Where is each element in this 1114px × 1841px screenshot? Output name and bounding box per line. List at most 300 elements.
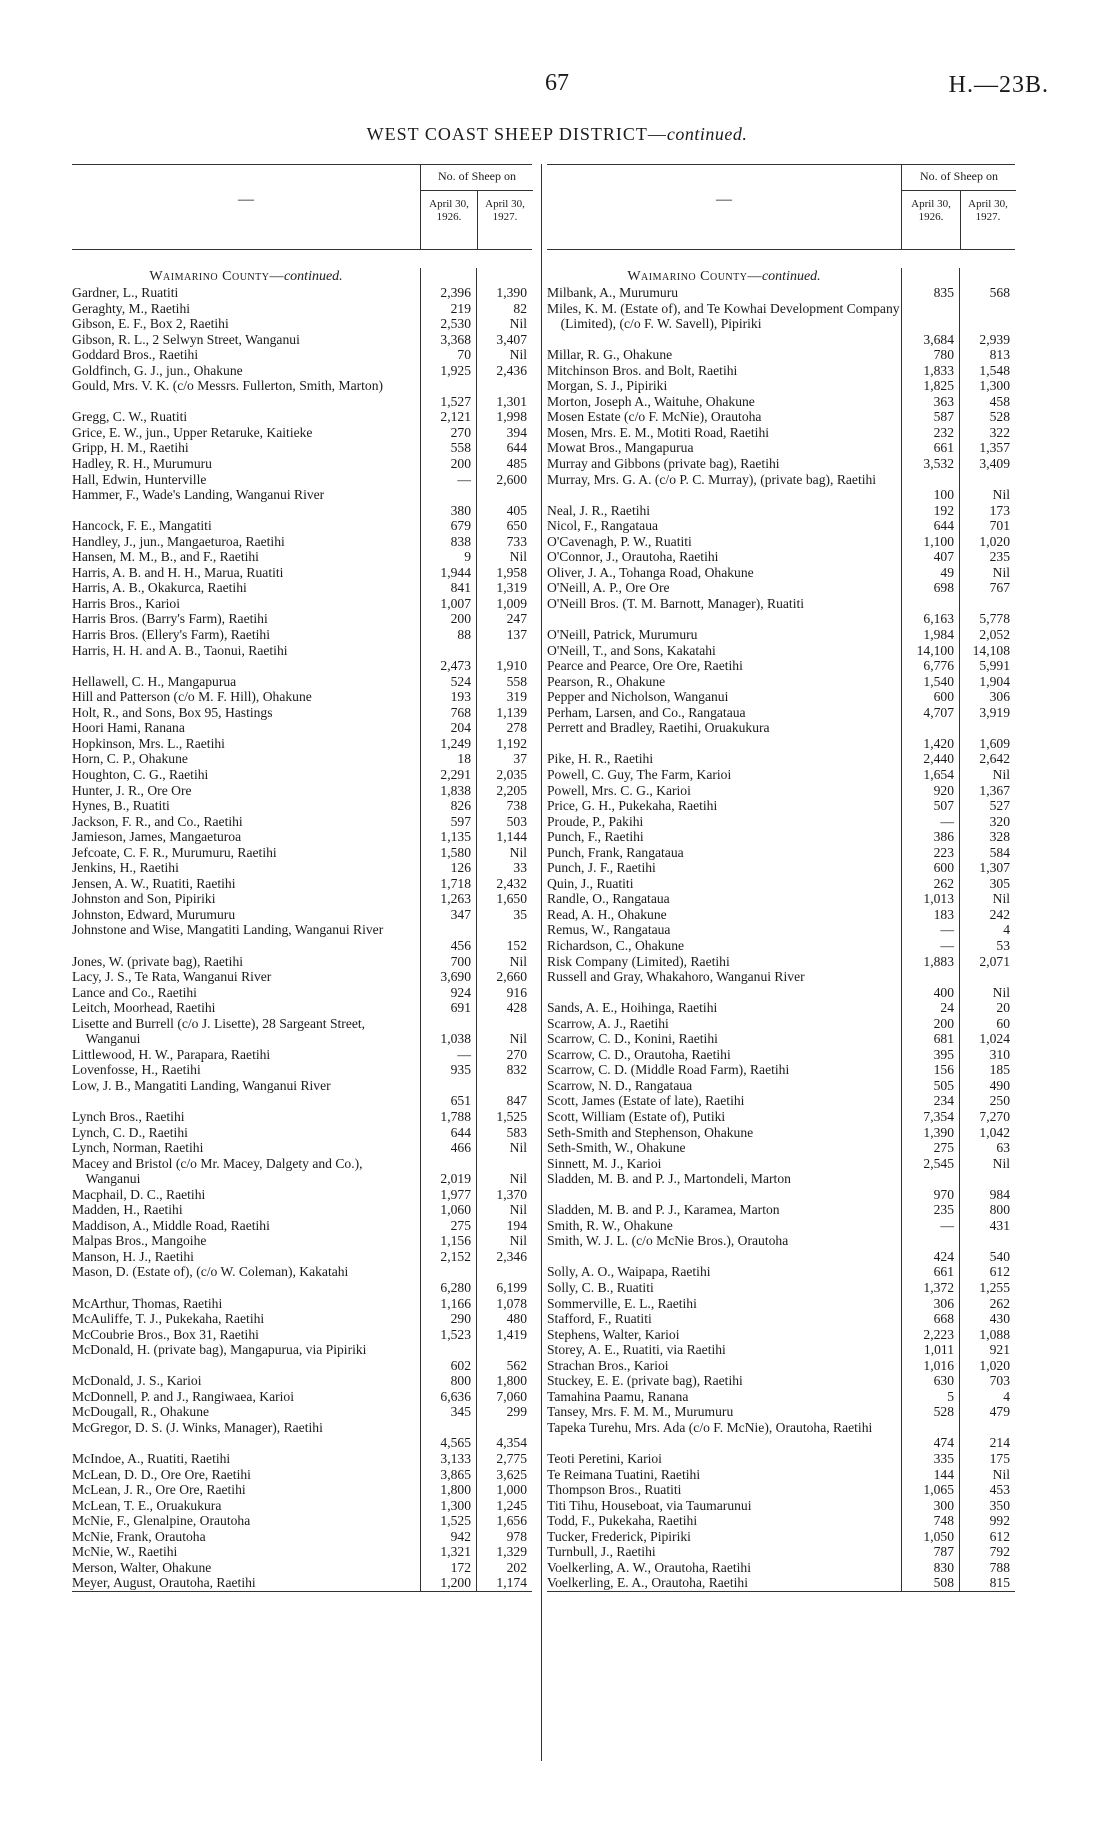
sheep-1926: 2,019 xyxy=(420,1156,476,1187)
table-row xyxy=(72,1264,532,1295)
owner-name-text: Johnston, Edward, Murumuru xyxy=(72,906,236,922)
owner-name-text: Scott, William (Estate of), Putiki xyxy=(547,1108,726,1124)
owner-name xyxy=(72,580,420,596)
sheep-1927: 299 xyxy=(476,1404,532,1420)
sheep-1927: 1,024 xyxy=(959,1031,1015,1047)
sheep-1926: 3,368 xyxy=(420,332,476,348)
sheep-1926: 644 xyxy=(901,518,959,534)
owner-name xyxy=(72,549,420,565)
owner-name-text: Punch, Frank, Rangataua xyxy=(547,844,684,860)
sheep-1926: 1,977 xyxy=(420,1187,476,1203)
sheep-1927: Nil xyxy=(959,565,1015,581)
owner-name-text: Jamieson, James, Mangaeturoa xyxy=(72,829,242,845)
owner-name-text: McDonnell, P. and J., Rangiwaea, Karioi xyxy=(72,1388,294,1404)
owner-name xyxy=(72,720,420,736)
left-table xyxy=(72,164,538,1591)
table-row xyxy=(547,1389,1015,1405)
owner-name xyxy=(72,1498,420,1514)
sheep-1927: 644 xyxy=(476,440,532,456)
county-heading xyxy=(72,268,420,285)
table-row xyxy=(72,611,532,627)
owner-name xyxy=(72,1202,420,1218)
table-row xyxy=(547,1140,1015,1156)
table-row xyxy=(547,751,1015,767)
sheep-1927: 5,778 xyxy=(959,596,1015,627)
sheep-1927: 1,088 xyxy=(959,1327,1015,1343)
sheep-1927: Nil xyxy=(959,472,1015,503)
sheep-1926: 3,133 xyxy=(420,1451,476,1467)
owner-name-text: Te Reimana Tuatini, Raetihi xyxy=(547,1466,701,1482)
owner-name xyxy=(72,891,420,907)
owner-name-text: Voelkerling, A. W., Orautoha, Raetihi xyxy=(547,1559,752,1575)
sheep-1927: 978 xyxy=(476,1529,532,1545)
sheep-1927: 4 xyxy=(959,922,1015,938)
sheep-1926: 2,473 xyxy=(420,643,476,674)
owner-name-text: O'Neill Bros. (T. M. Barnott, Manager), Ruatiti xyxy=(547,595,805,611)
sheep-1926: 193 xyxy=(420,689,476,705)
owner-name-text: Seth-Smith and Stephenson, Ohakune xyxy=(547,1124,754,1140)
owner-name-text: Powell, C. Guy, The Farm, Karioi xyxy=(547,766,732,782)
sheep-1926: 1,249 xyxy=(420,736,476,752)
sheep-1927: 185 xyxy=(959,1062,1015,1078)
table-row xyxy=(72,378,532,409)
owner-name xyxy=(547,1171,901,1202)
owner-name-text: Jackson, F. R., and Co., Raetihi xyxy=(72,813,243,829)
table-row xyxy=(547,1202,1015,1218)
sheep-1926: 466 xyxy=(420,1140,476,1156)
table-row xyxy=(547,814,1015,830)
owner-name xyxy=(547,596,901,627)
sheep-1927: 2,642 xyxy=(959,751,1015,767)
table-row xyxy=(547,1560,1015,1576)
sheep-1927: 479 xyxy=(959,1404,1015,1420)
sheep-1926: 2,152 xyxy=(420,1249,476,1265)
owner-name-text: Mason, D. (Estate of), (c/o W. Coleman), Kakatahi xyxy=(72,1264,349,1280)
table-row xyxy=(72,332,532,348)
owner-name-text: McNie, Frank, Orautoha xyxy=(72,1528,206,1544)
sheep-1926: 826 xyxy=(420,798,476,814)
owner-name-text: Quin, J., Ruatiti xyxy=(547,875,634,891)
owner-name-text: Turnbull, J., Raetihi xyxy=(547,1544,656,1560)
owner-name xyxy=(72,1513,420,1529)
sheep-1926: 183 xyxy=(901,907,959,923)
sheep-1926: 9 xyxy=(420,549,476,565)
owner-name-text: Scott, James (Estate of late), Raetihi xyxy=(547,1093,745,1109)
owner-name xyxy=(72,347,420,363)
owner-name-text: Harris Bros., Karioi xyxy=(72,595,180,611)
owner-name xyxy=(547,285,901,301)
table-row xyxy=(547,549,1015,565)
owner-name-text: Low, J. B., Mangatiti Landing, Wanganui River xyxy=(72,1077,331,1093)
sheep-1926: 1,321 xyxy=(420,1544,476,1560)
table-row xyxy=(547,1373,1015,1389)
sheep-1926: 1,050 xyxy=(901,1529,959,1545)
sheep-1927: 152 xyxy=(476,922,532,953)
sheep-1927: 33 xyxy=(476,860,532,876)
column-rule xyxy=(901,268,902,304)
owner-name xyxy=(72,1544,420,1560)
sheep-1927: 35 xyxy=(476,907,532,923)
owner-name xyxy=(547,705,901,721)
sheep-1926: 192 xyxy=(901,503,959,519)
owner-name-text: Littlewood, H. W., Parapara, Raetihi xyxy=(72,1046,271,1062)
table-row xyxy=(547,891,1015,907)
table-row xyxy=(72,643,532,674)
owner-name-text: McLean, T. E., Oruakukura xyxy=(72,1497,222,1513)
table-row xyxy=(72,985,532,1001)
sheep-1926: 6,163 xyxy=(901,596,959,627)
sheep-1926: 232 xyxy=(901,425,959,441)
table-row xyxy=(72,487,532,518)
owner-name xyxy=(547,907,901,923)
owner-name-text: Macphail, D. C., Raetihi xyxy=(72,1186,206,1202)
sheep-1927: 1,525 xyxy=(476,1109,532,1125)
sheep-1926: 1,580 xyxy=(420,845,476,861)
table-row xyxy=(72,456,532,472)
owner-name-text: Storey, A. E., Ruatiti, via Raetihi xyxy=(547,1342,726,1358)
sheep-1926: 2,291 xyxy=(420,767,476,783)
sheep-1927: 733 xyxy=(476,534,532,550)
sheep-1926: 558 xyxy=(420,440,476,456)
owner-name-text: Lynch, Norman, Raetihi xyxy=(72,1140,204,1156)
owner-name xyxy=(547,1125,901,1141)
owner-name-text: Scarrow, A. J., Raetihi xyxy=(547,1015,669,1031)
sheep-1927: 1,329 xyxy=(476,1544,532,1560)
sheep-1927: 832 xyxy=(476,1062,532,1078)
sheep-1926: 5 xyxy=(901,1389,959,1405)
owner-name xyxy=(547,1062,901,1078)
table-row xyxy=(547,658,1015,674)
owner-name-text: Gibson, E. F., Box 2, Raetihi xyxy=(72,316,229,332)
owner-name-text: O'Neill, Patrick, Murumuru xyxy=(547,627,698,643)
sheep-1927: 2,052 xyxy=(959,627,1015,643)
sheep-1926: 748 xyxy=(901,1513,959,1529)
sheep-1926: 679 xyxy=(420,518,476,534)
table-row xyxy=(547,518,1015,534)
header-sheep-group xyxy=(420,165,533,249)
sheep-1927: 310 xyxy=(959,1047,1015,1063)
owner-name-text: Horn, C. P., Ohakune xyxy=(72,751,188,767)
sheep-1926: 456 xyxy=(420,922,476,953)
sheep-1927: 1,042 xyxy=(959,1125,1015,1141)
sheep-1926: 219 xyxy=(420,301,476,317)
sheep-1926: 600 xyxy=(901,860,959,876)
owner-name-text: Read, A. H., Ohakune xyxy=(547,906,667,922)
table-row xyxy=(72,1109,532,1125)
sheep-1927: 1,078 xyxy=(476,1296,532,1312)
sheep-1926: 835 xyxy=(901,285,959,301)
table-row xyxy=(72,751,532,767)
sheep-1926: 1,263 xyxy=(420,891,476,907)
sheep-1927: 1,390 xyxy=(476,285,532,301)
owner-name-text: Lovenfosse, H., Raetihi xyxy=(72,1062,201,1078)
sheep-1927: 1,319 xyxy=(476,580,532,596)
sheep-1926: 1,825 xyxy=(901,378,959,394)
sheep-1926: 395 xyxy=(901,1047,959,1063)
owner-name xyxy=(72,1062,420,1078)
owner-name xyxy=(547,1498,901,1514)
sheep-1927: 984 xyxy=(959,1171,1015,1202)
sheep-1926: 768 xyxy=(420,705,476,721)
sheep-1926: 1,788 xyxy=(420,1109,476,1125)
table-row xyxy=(547,394,1015,410)
sheep-1927: 458 xyxy=(959,394,1015,410)
table-row xyxy=(72,1187,532,1203)
table-row xyxy=(72,814,532,830)
owner-name-text: Gardner, L., Ruatiti xyxy=(72,285,179,300)
owner-name xyxy=(547,1560,901,1576)
table-row xyxy=(72,1498,532,1514)
owner-name-text: Jenkins, H., Raetihi xyxy=(72,860,179,876)
sheep-1927: 242 xyxy=(959,907,1015,923)
owner-name-text: Goddard Bros., Raetihi xyxy=(72,347,199,363)
table-row xyxy=(72,1125,532,1141)
owner-name-text: O'Cavenagh, P. W., Ruatiti xyxy=(547,533,692,549)
owner-name xyxy=(547,1342,901,1358)
owner-name-text: McArthur, Thomas, Raetihi xyxy=(72,1295,223,1311)
sheep-1926: 780 xyxy=(901,347,959,363)
table-row xyxy=(547,907,1015,923)
table-row xyxy=(547,1016,1015,1032)
sheep-1926: 505 xyxy=(901,1078,959,1094)
owner-name-text: Hall, Edwin, Hunterville xyxy=(72,471,207,487)
sheep-1927: 7,270 xyxy=(959,1109,1015,1125)
sheep-1926: 234 xyxy=(901,1093,959,1109)
sheep-1927: 202 xyxy=(476,1560,532,1576)
sheep-1926: 126 xyxy=(420,860,476,876)
table-row xyxy=(547,1078,1015,1094)
sheep-1926: 1,883 xyxy=(901,954,959,970)
table-row xyxy=(72,1078,532,1109)
sheep-1926: 270 xyxy=(420,425,476,441)
sheep-1926: 1,654 xyxy=(901,767,959,783)
owner-name xyxy=(72,1451,420,1467)
owner-name-text: Hopkinson, Mrs. L., Raetihi xyxy=(72,735,225,751)
owner-name xyxy=(72,534,420,550)
owner-name xyxy=(547,1513,901,1529)
owner-name-text: Jones, W. (private bag), Raetihi xyxy=(72,953,244,969)
sheep-1927: 306 xyxy=(959,689,1015,705)
table-row xyxy=(547,580,1015,596)
sheep-1927: 5,991 xyxy=(959,658,1015,674)
owner-name xyxy=(547,1358,901,1374)
sheep-1927: 1,009 xyxy=(476,596,532,612)
owner-name xyxy=(72,611,420,627)
sheep-1927: 1,307 xyxy=(959,860,1015,876)
sheep-1926: 681 xyxy=(901,1031,959,1047)
owner-name xyxy=(72,1420,420,1451)
owner-name-text: McGregor, D. S. (J. Winks, Manager), Raetihi xyxy=(72,1419,323,1435)
sheep-1927: 1,650 xyxy=(476,891,532,907)
column-rule xyxy=(420,268,421,304)
owner-name-text: Tamahina Paamu, Ranana xyxy=(547,1388,689,1404)
owner-name xyxy=(72,1000,420,1016)
table-row xyxy=(72,1156,532,1187)
table-row xyxy=(547,689,1015,705)
owner-name xyxy=(547,783,901,799)
owner-name xyxy=(72,425,420,441)
owner-name-text: Risk Company (Limited), Raetihi xyxy=(547,953,730,969)
sheep-1927: 490 xyxy=(959,1078,1015,1094)
sheep-1927: 1,419 xyxy=(476,1327,532,1343)
sheep-1926: 1,060 xyxy=(420,1202,476,1218)
sheep-1926: 838 xyxy=(420,534,476,550)
table-row xyxy=(547,674,1015,690)
sheep-1927: 278 xyxy=(476,720,532,736)
sheep-1926: 661 xyxy=(901,1264,959,1280)
table-row xyxy=(72,1202,532,1218)
owner-name-text: Punch, F., Raetihi xyxy=(547,829,644,845)
owner-name xyxy=(72,705,420,721)
owner-name xyxy=(547,1000,901,1016)
owner-name-text: Hill and Patterson (c/o M. F. Hill), Ohakune xyxy=(72,689,312,705)
owner-name xyxy=(72,860,420,876)
owner-name-text: McNie, F., Glenalpine, Orautoha xyxy=(72,1513,251,1529)
owner-name xyxy=(547,1296,901,1312)
table-row xyxy=(547,1544,1015,1560)
owner-name xyxy=(547,845,901,861)
sheep-1927: 568 xyxy=(959,285,1015,301)
owner-name-text: Goldfinch, G. J., jun., Ohakune xyxy=(72,362,243,378)
table-row xyxy=(72,860,532,876)
owner-name-text: McDonald, J. S., Karioi xyxy=(72,1373,202,1389)
sheep-1927: Nil xyxy=(476,549,532,565)
sheep-1926: 24 xyxy=(901,1000,959,1016)
sheep-1927: 3,409 xyxy=(959,456,1015,472)
owner-name xyxy=(72,363,420,379)
owner-name xyxy=(72,1016,420,1047)
owner-name xyxy=(72,472,420,488)
table-row xyxy=(72,1249,532,1265)
sheep-1927: Nil xyxy=(959,1156,1015,1172)
owner-name-text: Teoti Peretini, Karioi xyxy=(547,1451,662,1467)
owner-name-text: Lynch Bros., Raetihi xyxy=(72,1108,185,1124)
owner-name xyxy=(72,596,420,612)
table-row xyxy=(547,565,1015,581)
owner-name xyxy=(72,1109,420,1125)
owner-name-text: Solly, A. O., Waipapa, Raetihi xyxy=(547,1264,711,1280)
sheep-1927: 1,020 xyxy=(959,534,1015,550)
owner-name xyxy=(72,954,420,970)
table-row xyxy=(72,596,532,612)
owner-name-text: Hadley, R. H., Murumuru xyxy=(72,456,212,472)
owner-name xyxy=(72,1125,420,1141)
sheep-1926: 841 xyxy=(420,580,476,596)
owner-name-text: Mosen, Mrs. E. M., Motiti Road, Raetihi xyxy=(547,424,770,440)
sheep-1927: 2,660 xyxy=(476,969,532,985)
sheep-1926: 661 xyxy=(901,440,959,456)
sheep-1926: 1,135 xyxy=(420,829,476,845)
table-row xyxy=(72,1311,532,1327)
owner-name-text: Gregg, C. W., Ruatiti xyxy=(72,409,188,425)
sheep-1927: 562 xyxy=(476,1342,532,1373)
table-bottom-rule xyxy=(72,1591,532,1592)
owner-name xyxy=(72,1233,420,1249)
owner-name-text: Grice, E. W., jun., Upper Retaruke, Kaitieke xyxy=(72,424,313,440)
sheep-1926: 4,707 xyxy=(901,705,959,721)
sheep-1926: 88 xyxy=(420,627,476,643)
sheep-1927: Nil xyxy=(476,954,532,970)
sheep-1927: Nil xyxy=(959,969,1015,1000)
owner-name xyxy=(547,503,901,519)
table-row xyxy=(547,705,1015,721)
sheep-1926: 1,390 xyxy=(901,1125,959,1141)
sheep-1927: 2,600 xyxy=(476,472,532,488)
sheep-1926: 3,865 xyxy=(420,1467,476,1483)
sheep-1926: 424 xyxy=(901,1233,959,1264)
sheep-1926: 7,354 xyxy=(901,1109,959,1125)
owner-name xyxy=(547,1093,901,1109)
sheep-1927: Nil xyxy=(476,1202,532,1218)
owner-name xyxy=(72,736,420,752)
table-row xyxy=(547,347,1015,363)
sheep-1926: 528 xyxy=(901,1404,959,1420)
owner-name-text: Sladden, M. B. and P. J., Martondeli, Marton xyxy=(547,1171,791,1187)
sheep-1926: 6,776 xyxy=(901,658,959,674)
sheep-1927: 6,199 xyxy=(476,1264,532,1295)
table-row xyxy=(547,1467,1015,1483)
table-row xyxy=(547,534,1015,550)
sheep-1927: 1,958 xyxy=(476,565,532,581)
sheep-1926: 200 xyxy=(901,1016,959,1032)
sheep-1927: Nil xyxy=(476,316,532,332)
owner-name-text: Hunter, J. R., Ore Ore xyxy=(72,782,192,798)
table-row xyxy=(547,472,1015,503)
table-header xyxy=(72,164,532,250)
sheep-1926: 363 xyxy=(901,394,959,410)
owner-name xyxy=(72,845,420,861)
owner-name-text: McNie, W., Raetihi xyxy=(72,1544,178,1560)
table-row xyxy=(72,1062,532,1078)
owner-name-text: Scarrow, C. D., Konini, Raetihi xyxy=(547,1031,718,1047)
table-row xyxy=(547,285,1015,301)
owner-name-text: Smith, W. J. L. (c/o McNie Bros.), Orautoha xyxy=(547,1233,789,1249)
sheep-1927: 2,035 xyxy=(476,767,532,783)
sheep-1927: 558 xyxy=(476,674,532,690)
owner-name-text: Milbank, A., Murumuru xyxy=(547,285,679,300)
sheep-1927: 738 xyxy=(476,798,532,814)
table-row xyxy=(72,549,532,565)
owner-name xyxy=(547,720,901,751)
owner-name xyxy=(547,534,901,550)
sheep-1926: 300 xyxy=(901,1498,959,1514)
owner-name-text: Lynch, C. D., Raetihi xyxy=(72,1124,188,1140)
owner-name xyxy=(547,1529,901,1545)
sheep-1926: 935 xyxy=(420,1062,476,1078)
table-row xyxy=(72,425,532,441)
owner-name-text: Scarrow, C. D. (Middle Road Farm), Raetihi xyxy=(547,1062,790,1078)
owner-name xyxy=(72,783,420,799)
title-main: WEST COAST SHEEP DISTRICT— xyxy=(366,124,667,144)
owner-name xyxy=(547,860,901,876)
owner-name-text: Johnstone and Wise, Mangatiti Landing, Wanganui River xyxy=(72,922,384,938)
table-row xyxy=(72,969,532,985)
sheep-1926: 204 xyxy=(420,720,476,736)
owner-name-text: Morton, Joseph A., Waituhe, Ohakune xyxy=(547,393,755,409)
owner-name xyxy=(547,689,901,705)
sheep-1927: 1,998 xyxy=(476,409,532,425)
table-row xyxy=(547,1109,1015,1125)
sheep-1927: 1,255 xyxy=(959,1280,1015,1296)
owner-name xyxy=(547,798,901,814)
owner-name xyxy=(547,1311,901,1327)
sheep-1927: 1,548 xyxy=(959,363,1015,379)
sheep-1926: 1,540 xyxy=(901,674,959,690)
sheep-1927: 650 xyxy=(476,518,532,534)
owner-name-text: Murray, Mrs. G. A. (c/o P. C. Murray), (private bag), Raetihi xyxy=(547,471,877,487)
sheep-1927: 540 xyxy=(959,1233,1015,1264)
owner-name xyxy=(72,689,420,705)
